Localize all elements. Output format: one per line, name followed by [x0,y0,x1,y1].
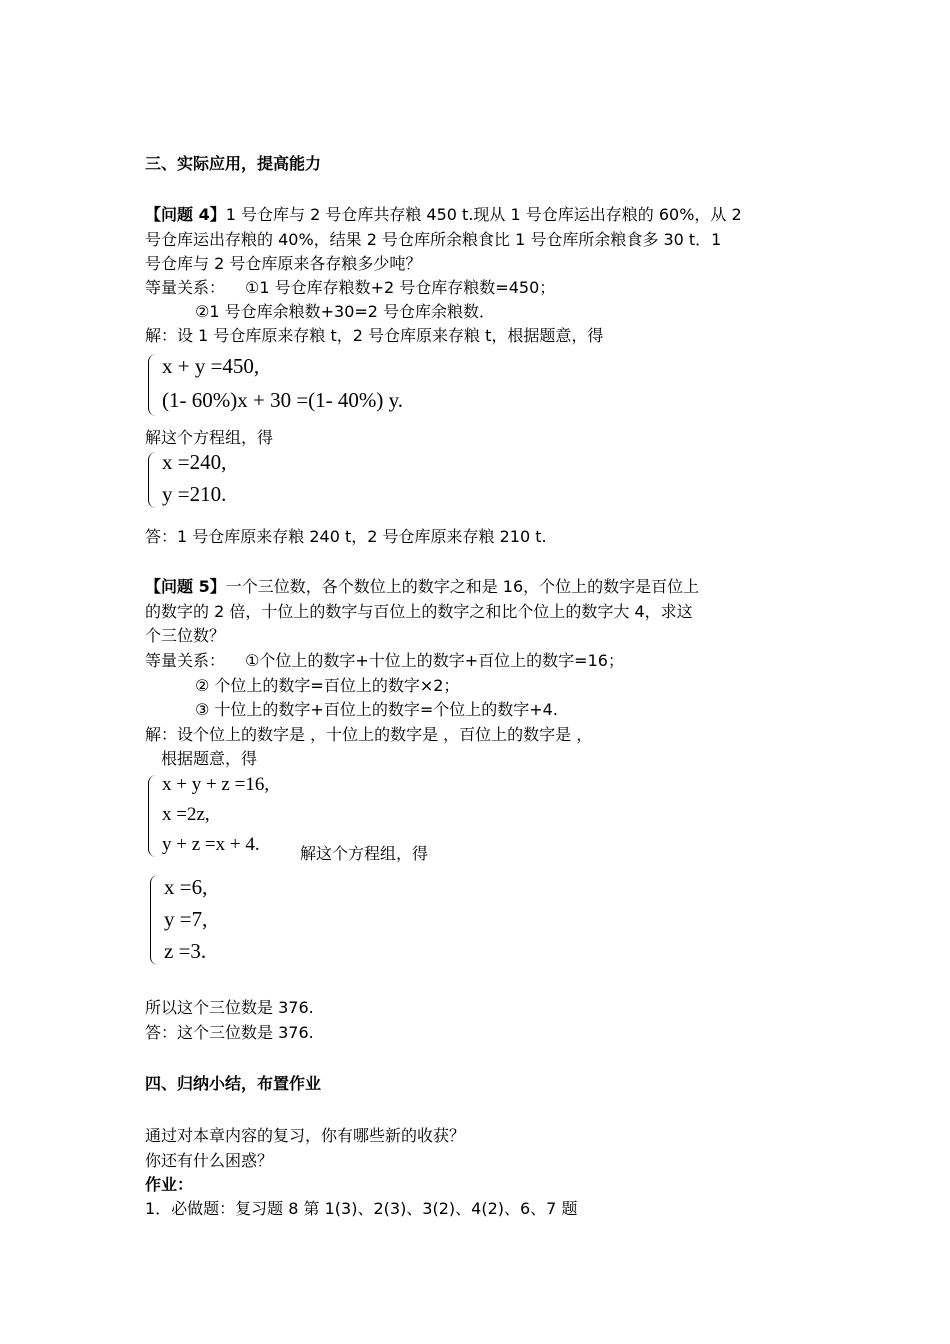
problem5-relation-3: ③ 十位上的数字+百位上的数字=个位上的数字+4. [195,700,558,719]
brace [150,875,159,965]
problem4-solution-intro: 解：设 1 号仓库原来存粮 t，2 号仓库原来存粮 t，根据题意，得 [145,326,604,345]
equation-line: x =2z, [162,804,210,825]
brace [148,354,157,416]
problem4-line-2: 号仓库运出存粮的 40%，结果 2 号仓库所余粮食比 1 号仓库所余粮食多 30 t．1 [145,230,722,249]
equation-line: x =240, [162,450,227,474]
equation-line: x + y + z =16, [162,774,270,795]
homework-item: 1．必做题：复习题 8 第 1(3)、2(3)、3(2)、4(2)、6、7 题 [145,1199,578,1218]
brace [148,775,157,857]
section-3-title: 三、实际应用，提高能力 [145,154,322,173]
problem4-answer: 答：1 号仓库原来存粮 240 t，2 号仓库原来存粮 210 t. [145,527,547,546]
problem4-equation-system [148,352,448,418]
problem5-relation-2: ② 个位上的数字=百位上的数字×2； [195,676,460,695]
problem5-solve-text: 解这个方程组，得 [300,844,429,863]
problem4-line-1: 【问题 4】1 号仓库与 2 号仓库共存粮 450 t.现从 1 号仓库运出存粮的 60%，从 2 [145,205,742,224]
equation-line: y =7, [164,907,208,931]
equation-line: y + z =x + 4. [162,834,260,855]
problem4-relation-2: ②1 号仓库余粮数+30=2 号仓库余粮数． [195,302,496,321]
problem4-solve-text: 解这个方程组，得 [145,428,274,447]
problem4-tag: 【问题 4】 [145,205,226,224]
problem4-relation-1: 等量关系： ①1 号仓库存粮数+2 号仓库存粮数=450； [145,278,556,297]
problem5-relation-1: 等量关系： ①个位上的数字+十位上的数字+百位上的数字=16； [145,651,624,670]
equation-line: z =3. [164,939,207,963]
problem5-solution-intro: 解：设个位上的数字是 ，十位上的数字是 ，百位上的数字是 ， [145,725,593,744]
equation-line: y =210. [162,482,227,506]
problem5-line-3: 个三位数？ [145,626,226,645]
problem5-equation-system [148,773,318,859]
section-4-title: 四、归纳小结，布置作业 [145,1074,322,1093]
problem5-answer-system [150,873,250,968]
problem5-conclusion: 所以这个三位数是 376. [145,998,314,1017]
brace [148,452,157,508]
equation-line: x =6, [164,875,208,899]
problem5-line-2: 的数字的 2 倍，十位上的数字与百位上的数字之和比个位上的数字大 4，求这 [145,602,693,621]
problem5-solution-intro-2: 根据题意，得 [161,749,258,768]
problem5-answer: 答：这个三位数是 376. [145,1023,314,1042]
summary-question-1: 通过对本章内容的复习，你有哪些新的收获？ [145,1126,466,1145]
problem4-line-3: 号仓库与 2 号仓库原来各存粮多少吨？ [145,254,422,273]
problem5-line-1: 【问题 5】一个三位数，各个数位上的数字之和是 16，个位上的数字是百位上 [145,577,700,596]
problem5-tag: 【问题 5】 [145,577,226,596]
homework-label: 作业： [145,1175,194,1194]
problem4-answer-system [148,450,288,510]
equation-line: x + y =450, [162,354,260,378]
equation-line: (1- 60%)x + 30 =(1- 40%) y. [162,388,404,412]
summary-question-2: 你还有什么困惑？ [145,1151,274,1170]
